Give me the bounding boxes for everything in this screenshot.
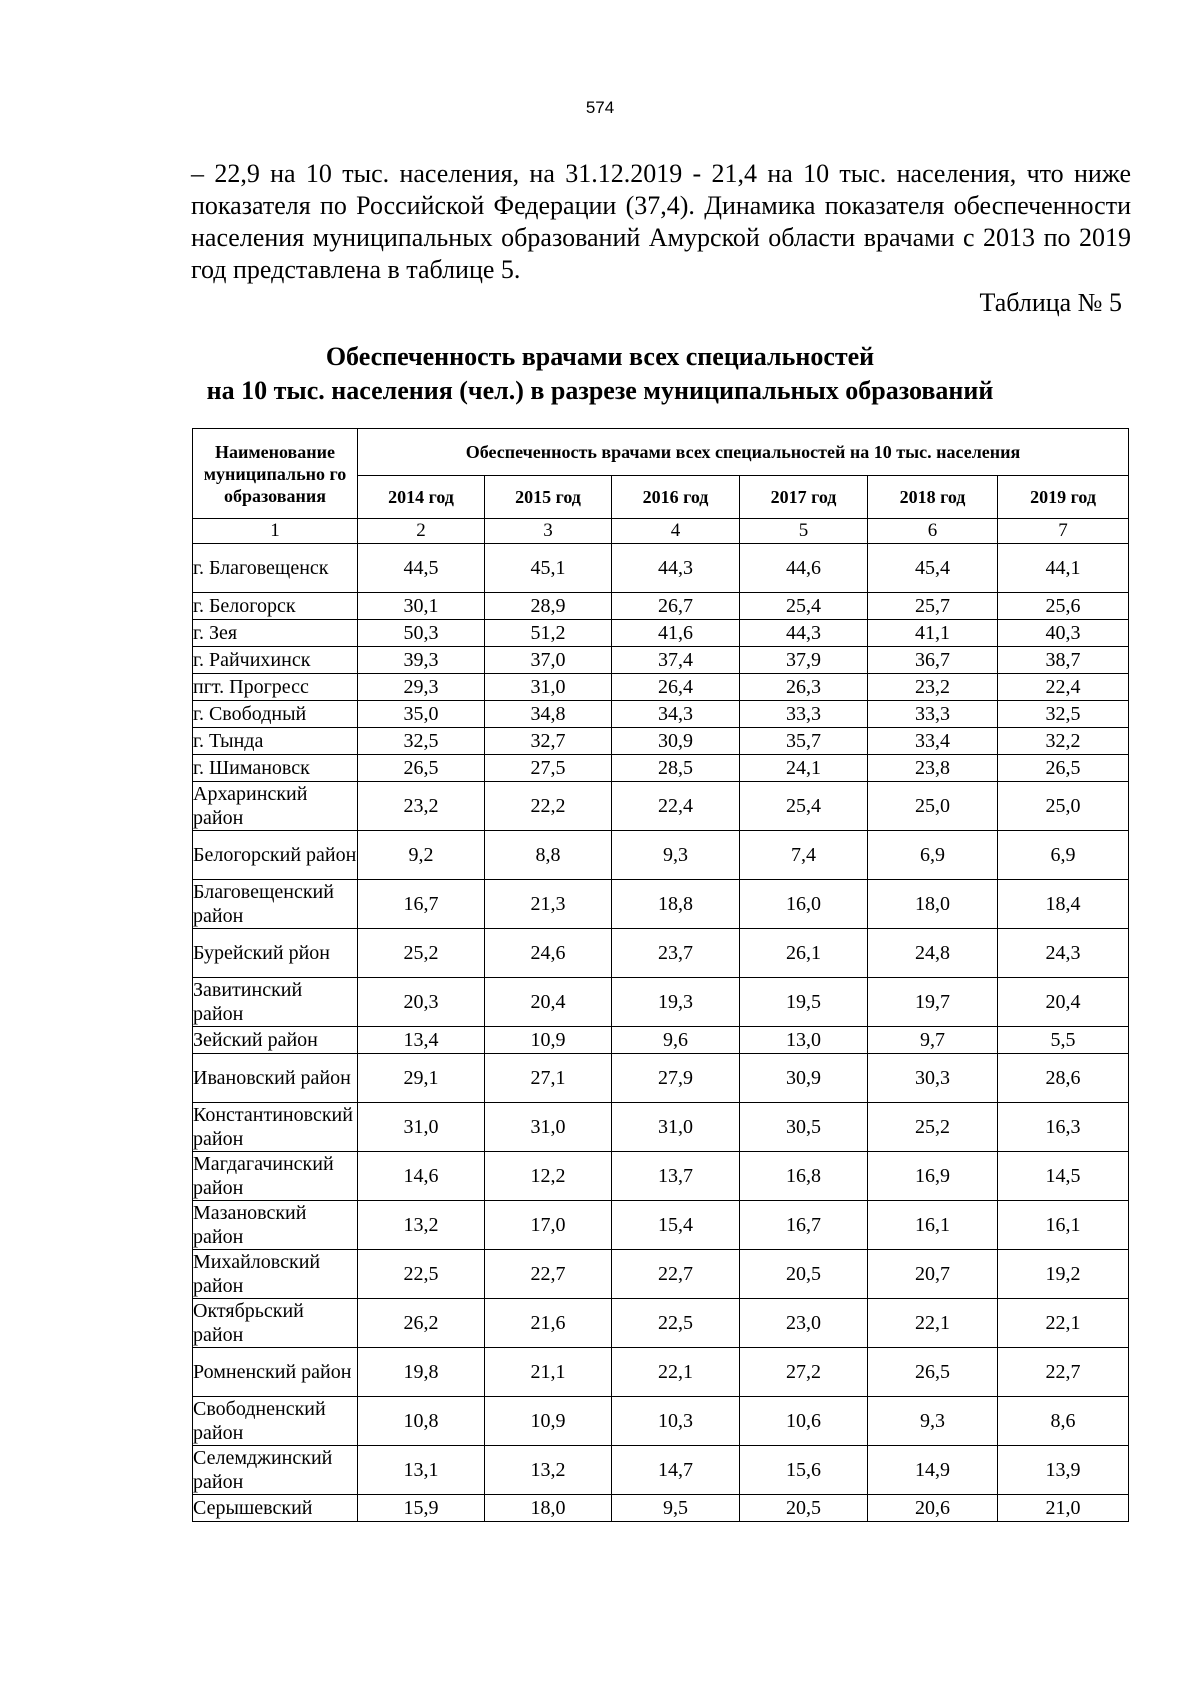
value-cell: 22,2	[485, 782, 612, 831]
value-cell: 16,0	[740, 880, 868, 929]
value-cell: 25,4	[740, 782, 868, 831]
value-cell: 15,9	[358, 1495, 485, 1522]
municipality-name: Зейский район	[193, 1027, 358, 1054]
value-cell: 27,2	[740, 1348, 868, 1397]
municipality-name: Константиновский район	[193, 1103, 358, 1152]
value-cell: 21,3	[485, 880, 612, 929]
column-header-year: 2015 год	[485, 476, 612, 519]
value-cell: 23,0	[740, 1299, 868, 1348]
municipality-name: Ивановский район	[193, 1054, 358, 1103]
column-index: 6	[868, 519, 998, 544]
municipality-name: г. Благовещенск	[193, 544, 358, 593]
column-index: 1	[193, 519, 358, 544]
physicians-table	[192, 428, 1129, 1522]
column-header-year: 2019 год	[998, 476, 1129, 519]
value-cell: 21,1	[485, 1348, 612, 1397]
table-row	[193, 620, 1129, 647]
value-cell: 25,2	[868, 1103, 998, 1152]
value-cell: 13,4	[358, 1027, 485, 1054]
municipality-name: Мазановский район	[193, 1201, 358, 1250]
value-cell: 16,1	[868, 1201, 998, 1250]
column-header-year: 2016 год	[612, 476, 740, 519]
value-cell: 20,4	[998, 978, 1129, 1027]
column-index: 5	[740, 519, 868, 544]
value-cell: 9,7	[868, 1027, 998, 1054]
value-cell: 22,1	[612, 1348, 740, 1397]
table-body	[193, 519, 1129, 1522]
table-row	[193, 978, 1129, 1027]
value-cell: 13,2	[358, 1201, 485, 1250]
column-group-header: Обеспеченность врачами всех специальностей на 10 тыс. населения	[358, 429, 1129, 476]
value-cell: 22,7	[998, 1348, 1129, 1397]
value-cell: 18,4	[998, 880, 1129, 929]
value-cell: 14,6	[358, 1152, 485, 1201]
value-cell: 26,5	[868, 1348, 998, 1397]
value-cell: 22,1	[998, 1299, 1129, 1348]
table-row	[193, 647, 1129, 674]
municipality-name: Михайловский район	[193, 1250, 358, 1299]
table-row	[193, 929, 1129, 978]
value-cell: 19,3	[612, 978, 740, 1027]
value-cell: 19,8	[358, 1348, 485, 1397]
municipality-name: Селемджинский район	[193, 1446, 358, 1495]
column-index-row	[193, 519, 1129, 544]
value-cell: 24,8	[868, 929, 998, 978]
value-cell: 33,3	[740, 701, 868, 728]
value-cell: 19,7	[868, 978, 998, 1027]
value-cell: 50,3	[358, 620, 485, 647]
intro-paragraph	[191, 158, 1131, 286]
table-row	[193, 1299, 1129, 1348]
value-cell: 31,0	[485, 674, 612, 701]
value-cell: 32,2	[998, 728, 1129, 755]
table-row	[193, 1201, 1129, 1250]
value-cell: 24,1	[740, 755, 868, 782]
value-cell: 21,6	[485, 1299, 612, 1348]
municipality-name: г. Свободный	[193, 701, 358, 728]
value-cell: 19,5	[740, 978, 868, 1027]
value-cell: 9,3	[612, 831, 740, 880]
municipality-name: Белогорский район	[193, 831, 358, 880]
column-index: 7	[998, 519, 1129, 544]
value-cell: 20,5	[740, 1495, 868, 1522]
value-cell: 30,9	[612, 728, 740, 755]
value-cell: 37,9	[740, 647, 868, 674]
table-title	[0, 340, 1200, 408]
value-cell: 26,2	[358, 1299, 485, 1348]
value-cell: 44,3	[740, 620, 868, 647]
table-row	[193, 782, 1129, 831]
value-cell: 10,9	[485, 1027, 612, 1054]
municipality-name: пгт. Прогресс	[193, 674, 358, 701]
table-row	[193, 1250, 1129, 1299]
table-title-line-2: на 10 тыс. населения (чел.) в разрезе муниципальных образований	[206, 376, 994, 405]
value-cell: 30,5	[740, 1103, 868, 1152]
value-cell: 19,2	[998, 1250, 1129, 1299]
value-cell: 15,6	[740, 1446, 868, 1495]
value-cell: 17,0	[485, 1201, 612, 1250]
value-cell: 22,4	[612, 782, 740, 831]
value-cell: 14,9	[868, 1446, 998, 1495]
municipality-name: Архаринский район	[193, 782, 358, 831]
table-row	[193, 1027, 1129, 1054]
value-cell: 25,2	[358, 929, 485, 978]
municipality-name: Благовещенский район	[193, 880, 358, 929]
value-cell: 13,2	[485, 1446, 612, 1495]
value-cell: 10,3	[612, 1397, 740, 1446]
value-cell: 18,0	[868, 880, 998, 929]
value-cell: 16,8	[740, 1152, 868, 1201]
value-cell: 29,3	[358, 674, 485, 701]
value-cell: 30,3	[868, 1054, 998, 1103]
value-cell: 26,3	[740, 674, 868, 701]
value-cell: 25,0	[868, 782, 998, 831]
column-index: 2	[358, 519, 485, 544]
value-cell: 16,9	[868, 1152, 998, 1201]
value-cell: 33,4	[868, 728, 998, 755]
municipality-name: Свободненский район	[193, 1397, 358, 1446]
value-cell: 9,3	[868, 1397, 998, 1446]
table-row	[193, 593, 1129, 620]
value-cell: 45,1	[485, 544, 612, 593]
value-cell: 20,5	[740, 1250, 868, 1299]
column-header-name: Наименование муниципально го образования	[193, 429, 358, 519]
municipality-name: г. Шимановск	[193, 755, 358, 782]
table-title-line-1: Обеспеченность врачами всех специальностей	[325, 342, 875, 371]
value-cell: 21,0	[998, 1495, 1129, 1522]
value-cell: 44,1	[998, 544, 1129, 593]
value-cell: 10,8	[358, 1397, 485, 1446]
value-cell: 18,0	[485, 1495, 612, 1522]
table-row	[193, 1152, 1129, 1201]
value-cell: 25,0	[998, 782, 1129, 831]
table-row	[193, 831, 1129, 880]
value-cell: 9,2	[358, 831, 485, 880]
value-cell: 23,2	[358, 782, 485, 831]
value-cell: 41,6	[612, 620, 740, 647]
value-cell: 36,7	[868, 647, 998, 674]
value-cell: 13,0	[740, 1027, 868, 1054]
value-cell: 31,0	[612, 1103, 740, 1152]
value-cell: 41,1	[868, 620, 998, 647]
value-cell: 16,7	[740, 1201, 868, 1250]
value-cell: 45,4	[868, 544, 998, 593]
table-row	[193, 1446, 1129, 1495]
value-cell: 9,5	[612, 1495, 740, 1522]
value-cell: 9,6	[612, 1027, 740, 1054]
value-cell: 15,4	[612, 1201, 740, 1250]
value-cell: 39,3	[358, 647, 485, 674]
table-row	[193, 1397, 1129, 1446]
value-cell: 7,4	[740, 831, 868, 880]
municipality-name: г. Тында	[193, 728, 358, 755]
value-cell: 34,8	[485, 701, 612, 728]
value-cell: 32,5	[358, 728, 485, 755]
municipality-name: Серышевский	[193, 1495, 358, 1522]
value-cell: 26,7	[612, 593, 740, 620]
column-index: 4	[612, 519, 740, 544]
table-row	[193, 1054, 1129, 1103]
municipality-name: Завитинский район	[193, 978, 358, 1027]
value-cell: 27,1	[485, 1054, 612, 1103]
municipality-name: г. Белогорск	[193, 593, 358, 620]
value-cell: 26,5	[998, 755, 1129, 782]
value-cell: 31,0	[485, 1103, 612, 1152]
column-header-year: 2018 год	[868, 476, 998, 519]
value-cell: 23,7	[612, 929, 740, 978]
table-row	[193, 1103, 1129, 1152]
table-row	[193, 1495, 1129, 1522]
intro-text: – 22,9 на 10 тыс. населения, на 31.12.2019 - 21,4 на 10 тыс. населения, что ниже показателя по Российской Федерации (37,4). Динамика показателя обеспеченности населения муниципальных образований Амурской области врачами с 2013 по 2019 год представлена в таблице 5.	[191, 159, 1131, 284]
value-cell: 10,9	[485, 1397, 612, 1446]
value-cell: 22,7	[485, 1250, 612, 1299]
table-row	[193, 1348, 1129, 1397]
value-cell: 44,6	[740, 544, 868, 593]
column-index: 3	[485, 519, 612, 544]
value-cell: 20,7	[868, 1250, 998, 1299]
value-cell: 18,8	[612, 880, 740, 929]
value-cell: 13,9	[998, 1446, 1129, 1495]
value-cell: 5,5	[998, 1027, 1129, 1054]
value-cell: 20,4	[485, 978, 612, 1027]
municipality-name: г. Райчихинск	[193, 647, 358, 674]
value-cell: 37,4	[612, 647, 740, 674]
table-row	[193, 755, 1129, 782]
value-cell: 8,6	[998, 1397, 1129, 1446]
value-cell: 30,1	[358, 593, 485, 620]
table-row	[193, 728, 1129, 755]
value-cell: 25,4	[740, 593, 868, 620]
value-cell: 25,6	[998, 593, 1129, 620]
value-cell: 44,3	[612, 544, 740, 593]
value-cell: 33,3	[868, 701, 998, 728]
value-cell: 10,6	[740, 1397, 868, 1446]
value-cell: 14,7	[612, 1446, 740, 1495]
value-cell: 22,5	[612, 1299, 740, 1348]
value-cell: 24,3	[998, 929, 1129, 978]
municipality-name: Октябрьский район	[193, 1299, 358, 1348]
municipality-name: г. Зея	[193, 620, 358, 647]
table-row	[193, 701, 1129, 728]
value-cell: 37,0	[485, 647, 612, 674]
value-cell: 26,1	[740, 929, 868, 978]
value-cell: 28,6	[998, 1054, 1129, 1103]
value-cell: 22,5	[358, 1250, 485, 1299]
value-cell: 8,8	[485, 831, 612, 880]
column-header-year: 2014 год	[358, 476, 485, 519]
page-number: 574	[585, 98, 615, 117]
value-cell: 51,2	[485, 620, 612, 647]
value-cell: 34,3	[612, 701, 740, 728]
table-row	[193, 544, 1129, 593]
table-row	[193, 880, 1129, 929]
column-header-year: 2017 год	[740, 476, 868, 519]
value-cell: 6,9	[998, 831, 1129, 880]
value-cell: 31,0	[358, 1103, 485, 1152]
value-cell: 35,7	[740, 728, 868, 755]
value-cell: 32,5	[998, 701, 1129, 728]
value-cell: 40,3	[998, 620, 1129, 647]
value-cell: 27,9	[612, 1054, 740, 1103]
value-cell: 24,6	[485, 929, 612, 978]
value-cell: 13,1	[358, 1446, 485, 1495]
value-cell: 27,5	[485, 755, 612, 782]
value-cell: 22,1	[868, 1299, 998, 1348]
value-cell: 26,5	[358, 755, 485, 782]
value-cell: 6,9	[868, 831, 998, 880]
value-cell: 13,7	[612, 1152, 740, 1201]
table-number: Таблица № 5	[979, 288, 1122, 317]
value-cell: 14,5	[998, 1152, 1129, 1201]
value-cell: 29,1	[358, 1054, 485, 1103]
value-cell: 16,3	[998, 1103, 1129, 1152]
value-cell: 28,5	[612, 755, 740, 782]
value-cell: 22,4	[998, 674, 1129, 701]
value-cell: 30,9	[740, 1054, 868, 1103]
value-cell: 25,7	[868, 593, 998, 620]
value-cell: 26,4	[612, 674, 740, 701]
value-cell: 20,6	[868, 1495, 998, 1522]
value-cell: 35,0	[358, 701, 485, 728]
value-cell: 32,7	[485, 728, 612, 755]
value-cell: 22,7	[612, 1250, 740, 1299]
municipality-name: Ромненский район	[193, 1348, 358, 1397]
value-cell: 16,1	[998, 1201, 1129, 1250]
municipality-name: Бурейский рйон	[193, 929, 358, 978]
value-cell: 44,5	[358, 544, 485, 593]
value-cell: 23,2	[868, 674, 998, 701]
value-cell: 20,3	[358, 978, 485, 1027]
value-cell: 28,9	[485, 593, 612, 620]
value-cell: 12,2	[485, 1152, 612, 1201]
table-row	[193, 674, 1129, 701]
value-cell: 16,7	[358, 880, 485, 929]
municipality-name: Магдагачинский район	[193, 1152, 358, 1201]
value-cell: 38,7	[998, 647, 1129, 674]
value-cell: 23,8	[868, 755, 998, 782]
